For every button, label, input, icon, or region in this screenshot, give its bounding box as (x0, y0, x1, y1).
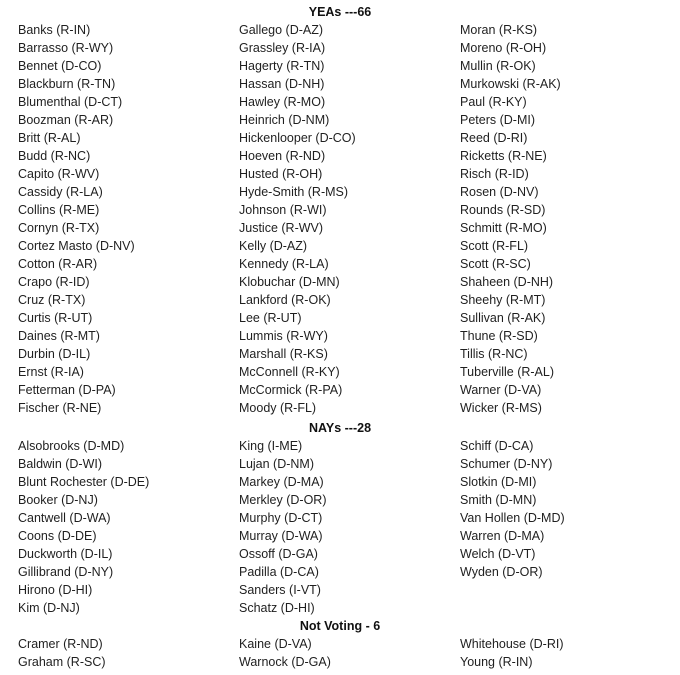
senator-name: Durbin (D-IL) (18, 347, 91, 361)
yeas-grid (0, 21, 680, 417)
senator-name: Slotkin (D-MI) (460, 475, 537, 489)
senator-name: Duckworth (D-IL) (18, 547, 113, 561)
senator-name: Cornyn (R-TX) (18, 221, 100, 235)
senator-name: Welch (D-VT) (460, 547, 536, 561)
senator-name: Blackburn (R-TN) (18, 77, 116, 91)
senator-name: Risch (R-ID) (460, 167, 529, 181)
senator-name: Cantwell (D-WA) (18, 511, 111, 525)
senator-name: Mullin (R-OK) (460, 59, 536, 73)
not-voting-column-2 (239, 635, 460, 671)
senator-name: Ernst (R-IA) (18, 365, 84, 379)
senator-name: Hyde-Smith (R-MS) (239, 185, 349, 199)
senator-name: Padilla (D-CA) (239, 565, 319, 579)
senator-name: Murray (D-WA) (239, 529, 323, 543)
senator-name: Cassidy (R-LA) (18, 185, 103, 199)
nays-column-2 (239, 437, 460, 617)
senator-name: Smith (D-MN) (460, 493, 537, 507)
senator-name: King (I-ME) (239, 439, 303, 453)
senator-name: Capito (R-WV) (18, 167, 100, 181)
senator-name: Tillis (R-NC) (460, 347, 528, 361)
senator-name: Moody (R-FL) (239, 401, 317, 415)
senator-name: Kelly (D-AZ) (239, 239, 308, 253)
senator-name: Paul (R-KY) (460, 95, 527, 109)
yeas-column-1 (18, 21, 239, 417)
senator-name: Moran (R-KS) (460, 23, 538, 37)
senator-name: Baldwin (D-WI) (18, 457, 103, 471)
senator-name: Britt (R-AL) (18, 131, 81, 145)
nays-heading: NAYs ---28 (308, 421, 372, 435)
senator-name: Warnock (D-GA) (239, 655, 331, 669)
senator-name: Ossoff (D-GA) (239, 547, 318, 561)
senator-name: Murphy (D-CT) (239, 511, 323, 525)
senator-name: Hagerty (R-TN) (239, 59, 325, 73)
senator-name: Sheehy (R-MT) (460, 293, 546, 307)
senator-name: Lummis (R-WY) (239, 329, 328, 343)
senator-name: Wicker (R-MS) (460, 401, 542, 415)
not-voting-column-3 (460, 635, 680, 671)
yeas-heading: YEAs ---66 (308, 5, 372, 19)
senator-name: Fischer (R-NE) (18, 401, 102, 415)
senator-name: Warren (D-MA) (460, 529, 545, 543)
senator-name: Daines (R-MT) (18, 329, 100, 343)
not-voting-section (0, 617, 680, 671)
senator-name: Sanders (I-VT) (239, 583, 321, 597)
senator-name: Graham (R-SC) (18, 655, 106, 669)
senator-name: Budd (R-NC) (18, 149, 91, 163)
senator-name: Hickenlooper (D-CO) (239, 131, 356, 145)
senator-name: Alsobrooks (D-MD) (18, 439, 125, 453)
senator-name: Heinrich (D-NM) (239, 113, 330, 127)
senator-name: Fetterman (D-PA) (18, 383, 116, 397)
senator-name: Banks (R-IN) (18, 23, 91, 37)
senator-name: Scott (R-FL) (460, 239, 529, 253)
senator-name: Barrasso (R-WY) (18, 41, 114, 55)
senator-name: Cortez Masto (D-NV) (18, 239, 135, 253)
senator-name: Murkowski (R-AK) (460, 77, 561, 91)
senator-name: Reed (D-RI) (460, 131, 528, 145)
senator-name: Ricketts (R-NE) (460, 149, 547, 163)
senator-name: Peters (D-MI) (460, 113, 535, 127)
senator-name: Schatz (D-HI) (239, 601, 315, 615)
senator-name: Curtis (R-UT) (18, 311, 93, 325)
senator-name: Gallego (D-AZ) (239, 23, 324, 37)
yeas-column-2 (239, 21, 460, 417)
senator-name: Johnson (R-WI) (239, 203, 327, 217)
nays-grid (0, 437, 680, 617)
senator-name: Booker (D-NJ) (18, 493, 98, 507)
senator-name: Moreno (R-OH) (460, 41, 547, 55)
senator-name: Justice (R-WV) (239, 221, 324, 235)
senator-name: Klobuchar (D-MN) (239, 275, 340, 289)
senator-name: Markey (D-MA) (239, 475, 324, 489)
senator-name: Kaine (D-VA) (239, 637, 312, 651)
senator-name: Hawley (R-MO) (239, 95, 326, 109)
senator-name: Marshall (R-KS) (239, 347, 328, 361)
senator-name: Coons (D-DE) (18, 529, 97, 543)
senator-name: Merkley (D-OR) (239, 493, 327, 507)
senator-name: Van Hollen (D-MD) (460, 511, 565, 525)
senator-name: Lankford (R-OK) (239, 293, 331, 307)
senator-name: Cruz (R-TX) (18, 293, 86, 307)
senator-name: Grassley (R-IA) (239, 41, 326, 55)
senator-name: Cotton (R-AR) (18, 257, 98, 271)
senator-name: Thune (R-SD) (460, 329, 538, 343)
senator-name: Blumenthal (D-CT) (18, 95, 123, 109)
senator-name: Shaheen (D-NH) (460, 275, 554, 289)
nays-column-1 (18, 437, 239, 617)
senator-name: Rounds (R-SD) (460, 203, 546, 217)
yeas-section (0, 3, 680, 417)
senator-name: Hirono (D-HI) (18, 583, 93, 597)
senator-name: Tuberville (R-AL) (460, 365, 555, 379)
senator-name: Blunt Rochester (D-DE) (18, 475, 150, 489)
senator-name: Schiff (D-CA) (460, 439, 534, 453)
senator-name: Schmitt (R-MO) (460, 221, 547, 235)
senator-name: Schumer (D-NY) (460, 457, 553, 471)
nays-section (0, 419, 680, 617)
senator-name: Gillibrand (D-NY) (18, 565, 114, 579)
senator-name: Wyden (D-OR) (460, 565, 543, 579)
yeas-column-3 (460, 21, 680, 417)
senator-name: Boozman (R-AR) (18, 113, 114, 127)
senator-name: Lee (R-UT) (239, 311, 302, 325)
senator-name: Rosen (D-NV) (460, 185, 539, 199)
senator-name: Crapo (R-ID) (18, 275, 90, 289)
nays-column-3 (460, 437, 680, 617)
not-voting-heading: Not Voting - 6 (299, 619, 381, 633)
not-voting-column-1 (18, 635, 239, 671)
senator-name: Kim (D-NJ) (18, 601, 80, 615)
senator-name: Collins (R-ME) (18, 203, 100, 217)
senator-name: Scott (R-SC) (460, 257, 531, 271)
senator-name: Sullivan (R-AK) (460, 311, 546, 325)
senator-name: Lujan (D-NM) (239, 457, 315, 471)
senator-name: Warner (D-VA) (460, 383, 542, 397)
senator-name: McCormick (R-PA) (239, 383, 343, 397)
senator-name: McConnell (R-KY) (239, 365, 340, 379)
senator-name: Hoeven (R-ND) (239, 149, 326, 163)
senator-name: Bennet (D-CO) (18, 59, 102, 73)
not-voting-grid (0, 635, 680, 671)
senator-name: Husted (R-OH) (239, 167, 323, 181)
senator-name: Whitehouse (D-RI) (460, 637, 564, 651)
senator-name: Hassan (D-NH) (239, 77, 325, 91)
senator-name: Kennedy (R-LA) (239, 257, 329, 271)
senator-name: Young (R-IN) (460, 655, 533, 669)
senator-name: Cramer (R-ND) (18, 637, 103, 651)
